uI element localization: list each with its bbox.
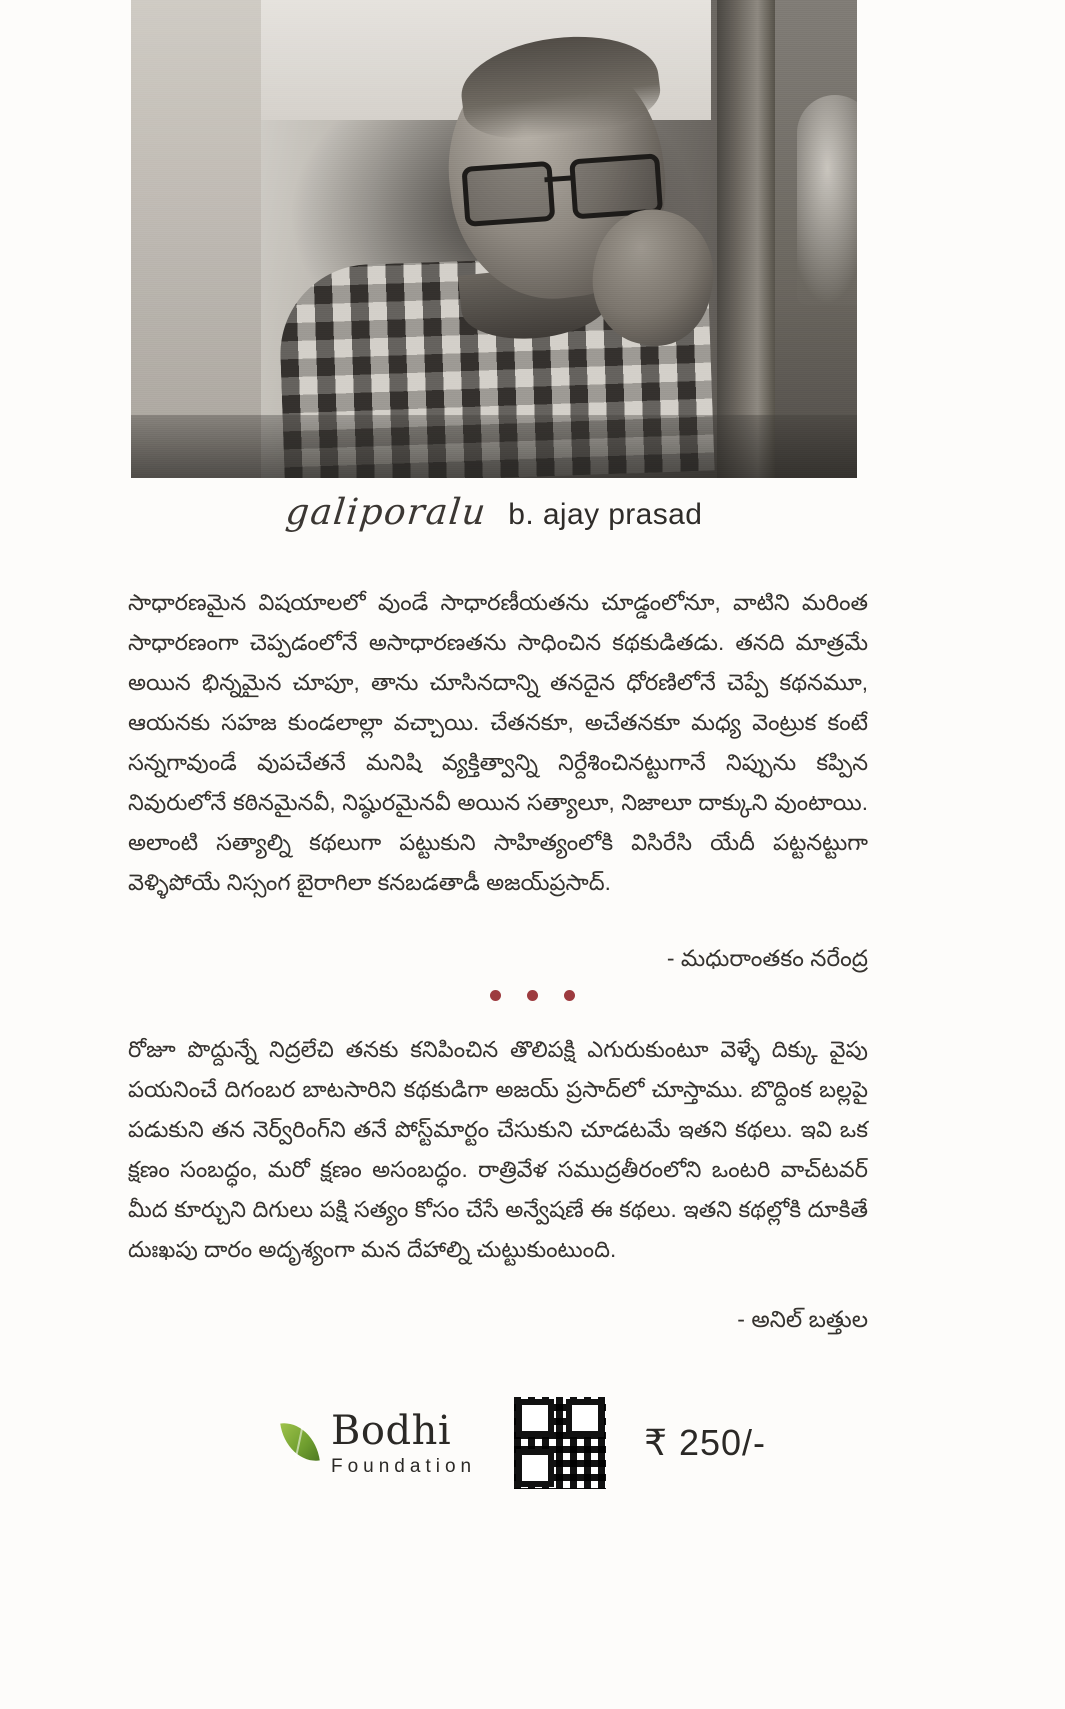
qr-finder-bottom-left	[516, 1449, 554, 1487]
blurb-attribution-2: - అనిల్ బత్తుల	[737, 1306, 868, 1332]
blurb-text-1: సాధారణమైన విషయాలలో వుండే సాధారణీయతను చూడ్డంలోనూ, వాటిని మరింత సాధారణంగా చెప్పడంలోనే అసాధారణతను సాధించిన కథకుడితడు. తనది మాత్రమే అయిన భిన్నమైన చూపూ, తాను చూసినదాన్ని తనదైన ధోరణిలోనే చెప్పే కథనమూ, ఆయనకు సహజ కుండలాల్లా వచ్చాయి. చేతనకూ, అచేతనకూ మధ్య వెంట్రుక కంటే సన్నగావుండే వుపచేతనే మనిషి వ్యక్తిత్వాన్ని నిర్దేశించినట్టుగానే నిప్పును కప్పిన నివురులోనే కఠినమైనవీ, నిష్ఠురమైనవీ అయిన సత్యాలూ, నిజాలూ దాక్కుని వుంటాయి. అలాంటి సత్యాల్ని కథలుగా పట్టుకుని సాహిత్యంలోకి విసిరేసి యేదీ పట్టనట్టుగా వెళ్ళిపోయే నిస్సంగ బైరాగిలా కనబడతాడీ అజయ్‌ప్రసాద్.	[128, 590, 868, 895]
price-label: ₹ 250/-	[644, 1422, 767, 1463]
divider-dot	[527, 990, 538, 1001]
title-row	[131, 492, 857, 552]
book-title: galiporalu	[283, 492, 489, 533]
footer	[131, 1378, 857, 1508]
publisher-logo-text	[331, 1407, 477, 1477]
blurb-text-2: రోజూ పొద్దున్నే నిద్రలేచి తనకు కనిపించిన తొలిపక్షి ఎగురుకుంటూ వెళ్ళే దిక్కు వైపు పయనించే దిగంబర బాటసారిని కథకుడిగా అజయ్ ప్రసాద్‌లో చూస్తాము. బొద్దింక బల్లపై పడుకుని తన నెర్వ్‌రింగ్‌ని తనే పోస్ట్‌మార్టం చేసుకుని చూడటమే ఇతని కథలు. ఇవి ఒక క్షణం సంబద్ధం, మరో క్షణం అసంబద్ధం. రాత్రివేళ సముద్రతీరంలోని ఒంటరి వాచ్‌టవర్ మీద కూర్చుని దిగులు పక్షి సత్యం కోసం చేసే అన్వేషణే ఈ కథలు. ఇతని కథల్లోకి దూకితే దుఃఖపు దారం అదృశ్యంగా మన దేహాల్ని చుట్టుకుంటుంది.	[128, 1037, 868, 1262]
blurb-attribution-1: - మధురాంతకం నరేంద్ర	[666, 945, 868, 971]
publisher-name: Bodhi	[331, 1407, 452, 1454]
author-photo	[131, 0, 857, 478]
publisher-logo	[281, 1407, 477, 1477]
divider-dot	[490, 990, 501, 1001]
publisher-subtitle: Foundation	[331, 1455, 477, 1477]
dot-divider	[0, 990, 1065, 1001]
leaf-icon	[281, 1417, 321, 1469]
book-author: b. ajay prasad	[508, 498, 703, 531]
divider-dot	[564, 990, 575, 1001]
qr-code	[514, 1397, 606, 1489]
author-photo-image	[131, 0, 857, 478]
photo-film-grain	[131, 0, 857, 478]
